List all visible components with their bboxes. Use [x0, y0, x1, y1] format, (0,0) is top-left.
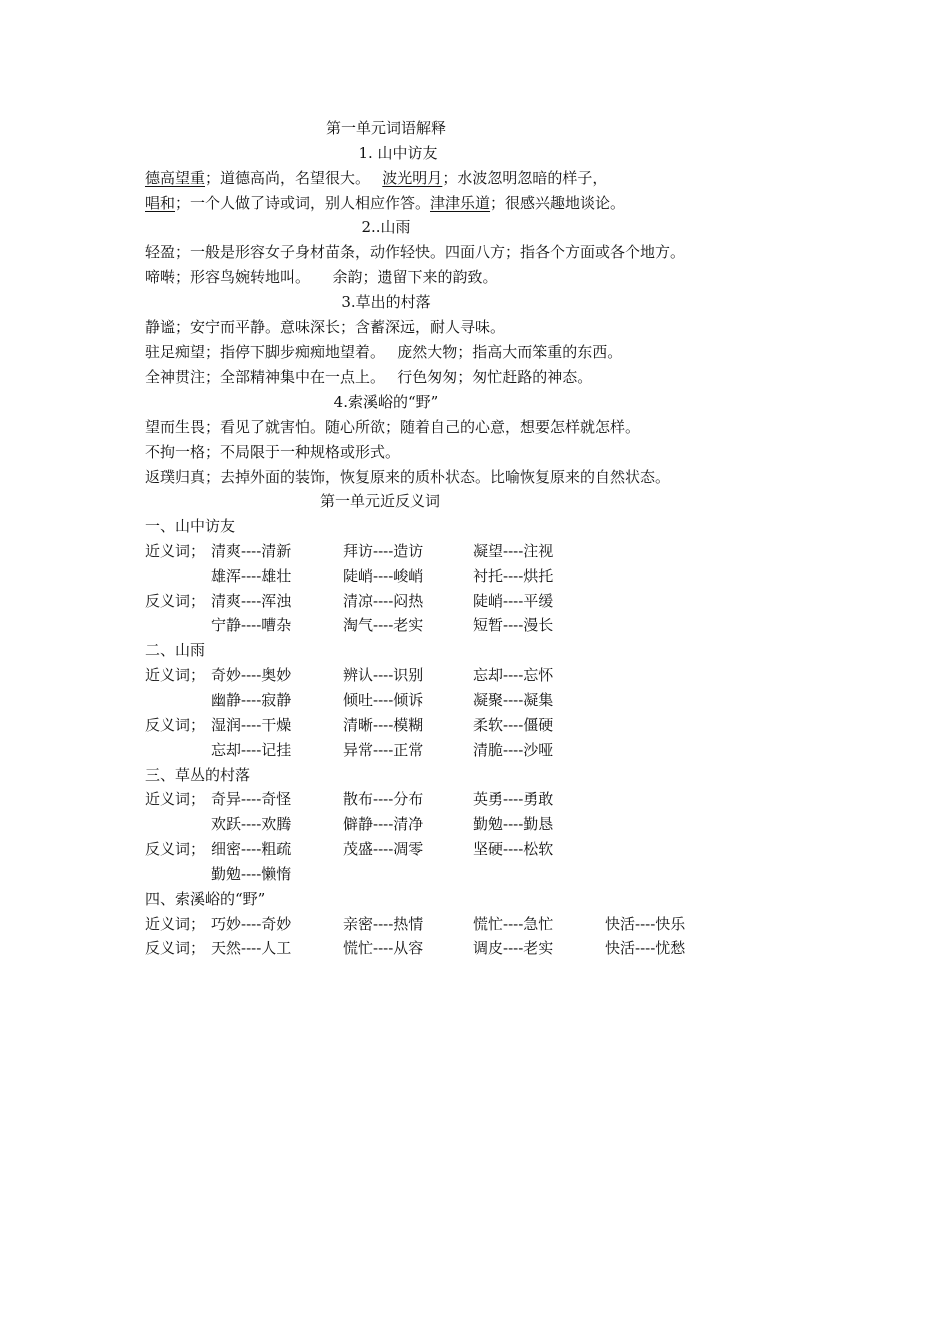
row-label: 反义词； [145, 939, 206, 957]
word-pair: 坚硬----松软 [473, 840, 554, 858]
word-pair: 清晰----模糊 [343, 716, 424, 734]
word-pair-row [145, 813, 765, 835]
word-pair: 清凉----闷热 [343, 592, 424, 610]
word-pair: 奇异----奇怪 [211, 790, 292, 808]
word-pair: 陡峭----平缓 [473, 592, 554, 610]
word-pair: 散布----分布 [343, 790, 424, 808]
term-underlined: 德高望重 [145, 169, 206, 187]
word-pair-row [145, 689, 765, 711]
part1-title: 第一单元词语解释 [325, 119, 446, 137]
word-pair: 湿润----干燥 [211, 716, 292, 734]
word-pair: 忘却----记挂 [211, 741, 292, 759]
word-pair: 幽静----寂静 [211, 691, 292, 709]
word-pair-row [145, 863, 765, 885]
word-pair: 短暂----漫长 [473, 616, 554, 634]
word-pair-row [145, 664, 765, 686]
word-pair: 异常----正常 [343, 741, 424, 759]
section4-heading: 4.索溪峪的“野” [333, 393, 439, 411]
word-pair-row [145, 788, 765, 810]
word-pair: 英勇----勇敢 [473, 790, 554, 808]
section3-line3: 全神贯注；全部精神集中在一点上。 行色匆匆；匆忙赶路的神态。 [145, 368, 593, 386]
word-pair: 慌忙----从容 [343, 939, 424, 957]
section1-heading: 1. 山中访友 [358, 144, 438, 162]
definition: ；一个人做了诗或词，别人相应作答。 [175, 194, 431, 212]
word-pair: 淘气----老实 [343, 616, 424, 634]
definition: ；水波忽明忽暗的样子， [442, 169, 608, 187]
word-pair-row [145, 540, 765, 562]
section3-line2: 驻足痴望；指停下脚步痴痴地望着。 庞然大物；指高大而笨重的东西。 [145, 343, 623, 361]
word-pair: 凝望----注视 [473, 542, 554, 560]
word-pair: 巧妙----奇妙 [211, 915, 292, 933]
word-pair: 倾吐----倾诉 [343, 691, 424, 709]
word-pair: 雄浑----雄壮 [211, 567, 292, 585]
section2-line1: 轻盈；一般是形容女子身材苗条，动作轻快。四面八方；指各个方面或各个地方。 [145, 243, 686, 261]
word-pair: 快活----快乐 [605, 915, 686, 933]
word-pair: 忘却----忘怀 [473, 666, 554, 684]
word-pair: 柔软----僵硬 [473, 716, 554, 734]
row-label: 反义词； [145, 592, 206, 610]
word-pair-row [145, 937, 765, 959]
word-pair: 快活----忧愁 [605, 939, 686, 957]
word-pair: 调皮----老实 [473, 939, 554, 957]
section2-line2: 啼啭；形容鸟婉转地叫。 余韵；遗留下来的韵致。 [145, 268, 498, 286]
word-pair: 欢跃----欢腾 [211, 815, 292, 833]
word-pair: 茂盛----凋零 [343, 840, 424, 858]
term-underlined: 波光明月 [382, 169, 443, 187]
word-pair-row [145, 739, 765, 761]
section-heading: 三、草丛的村落 [145, 766, 251, 784]
word-pair: 清脆----沙哑 [473, 741, 554, 759]
row-label: 近义词； [145, 666, 206, 684]
word-pair: 清爽----浑浊 [211, 592, 292, 610]
word-pair: 慌忙----急忙 [473, 915, 554, 933]
word-pair: 天然----人工 [211, 939, 292, 957]
section3-heading: 3.草出的村落 [341, 293, 431, 311]
section-heading: 二、山雨 [145, 641, 206, 659]
definition: ；道德高尚，名望很大。 [205, 169, 383, 187]
word-pair: 奇妙----奥妙 [211, 666, 292, 684]
word-pair: 清爽----清新 [211, 542, 292, 560]
word-pair-row [145, 614, 765, 636]
word-pair: 陡峭----峻峭 [343, 567, 424, 585]
word-pair: 辨认----识别 [343, 666, 424, 684]
word-pair: 细密----粗疏 [211, 840, 292, 858]
word-pair-row [145, 838, 765, 860]
row-label: 近义词； [145, 542, 206, 560]
word-pair: 勤勉----懒惰 [211, 865, 292, 883]
word-pair: 衬托----烘托 [473, 567, 554, 585]
row-label: 近义词； [145, 915, 206, 933]
section3-line1: 静谧；安宁而平静。意味深长；含蓄深远，耐人寻味。 [145, 318, 506, 336]
word-pair: 亲密----热情 [343, 915, 424, 933]
row-label: 反义词； [145, 840, 206, 858]
section2-heading: 2..山雨 [361, 218, 411, 236]
section4-line3: 返璞归真；去掉外面的装饰，恢复原来的质朴状态。比喻恢复原来的自然状态。 [145, 468, 671, 486]
term-underlined: 津津乐道 [430, 194, 491, 212]
word-pair: 宁静----嘈杂 [211, 616, 292, 634]
section4-line2: 不拘一格；不局限于一种规格或形式。 [145, 443, 401, 461]
word-pair-row [145, 565, 765, 587]
section1-line2 [145, 192, 625, 214]
word-pair-row [145, 590, 765, 612]
word-pair-row [145, 714, 765, 736]
row-label: 近义词； [145, 790, 206, 808]
section-heading: 四、索溪峪的“野” [145, 890, 266, 908]
word-pair: 僻静----清净 [343, 815, 424, 833]
definition: ；很感兴趣地谈论。 [490, 194, 626, 212]
part2-title: 第一单元近反义词 [320, 492, 441, 510]
section-heading: 一、山中访友 [145, 517, 236, 535]
section1-line1 [145, 167, 607, 189]
word-pair: 勤勉----勤恳 [473, 815, 554, 833]
word-pair-row [145, 913, 765, 935]
word-pair: 拜访----造访 [343, 542, 424, 560]
section4-line1: 望而生畏；看见了就害怕。随心所欲；随着自己的心意，想要怎样就怎样。 [145, 418, 641, 436]
row-label: 反义词； [145, 716, 206, 734]
term-underlined: 唱和 [145, 194, 176, 212]
word-pair: 凝聚----凝集 [473, 691, 554, 709]
